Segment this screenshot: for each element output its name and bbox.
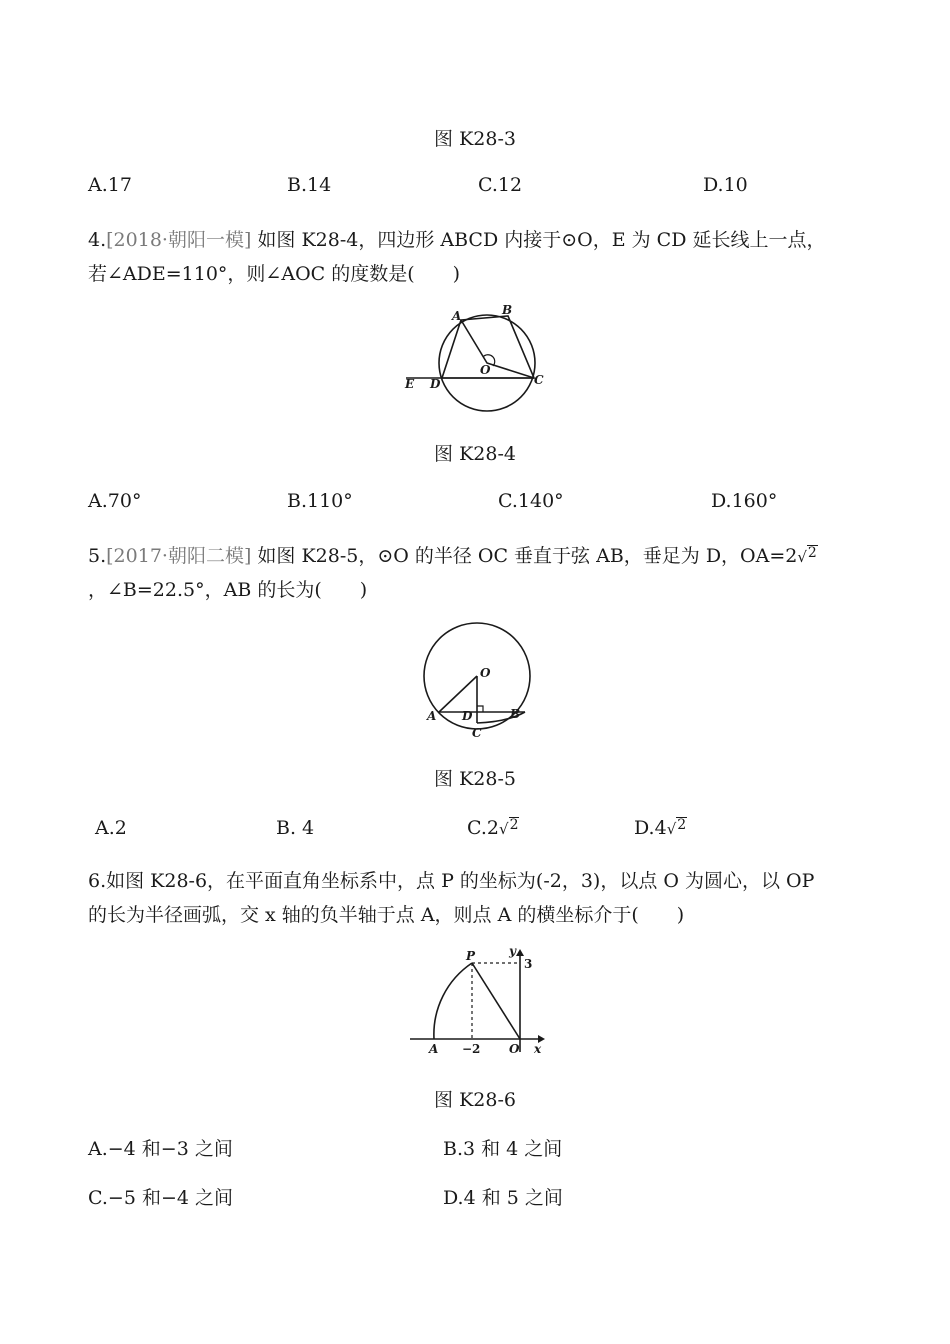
q5-stem-line2: ，∠B=22.5°，AB 的长为( ) (88, 579, 368, 601)
q5-option-c: C.2√2 (467, 817, 519, 839)
label-b: B (502, 303, 513, 317)
q5-option-d: D.4√2 (634, 817, 687, 839)
sqrt-symbol: √2 (666, 817, 687, 838)
label-d: D (430, 377, 441, 391)
q3-option-c: C.12 (478, 174, 523, 196)
label-3: 3 (524, 957, 533, 971)
q4-option-d: D.160° (711, 490, 778, 512)
q6-text-line1: 如图 K28-6，在平面直角坐标系中，点 P 的坐标为(-2，3)，以点 O 为圆心，以 OP (106, 870, 815, 892)
label-a: A (427, 709, 437, 723)
q6-option-a: A.−4 和−3 之间 (88, 1138, 233, 1160)
angle-aoc (461, 320, 534, 378)
radius-oa (439, 676, 477, 712)
q4-option-b: B.110° (287, 490, 353, 512)
q5-number: 5. (88, 545, 107, 567)
sqrt-symbol: √2 (797, 545, 817, 566)
q5-source-tag: [2017·朝阳二模] (106, 545, 252, 567)
arc-ap (434, 963, 472, 1039)
sqrt-symbol: √2 (499, 817, 519, 838)
figure-caption-k28-6: 图 K28-6 (434, 1089, 516, 1111)
label-a: A (452, 309, 462, 323)
figure-caption-k28-4: 图 K28-4 (434, 443, 516, 465)
label-e: E (405, 377, 415, 391)
q6-option-b: B.3 和 4 之间 (443, 1138, 563, 1160)
label-b: B (510, 707, 521, 721)
q4-option-a: A.70° (88, 490, 142, 512)
label-o: O (509, 1042, 520, 1056)
q6-stem-line2: 的长为半径画弧，交 x 轴的负半轴于点 A，则点 A 的横坐标介于( ) (88, 904, 685, 926)
q5-option-b: B. 4 (276, 817, 315, 839)
q3-option-b: B.14 (287, 174, 332, 196)
q6-option-c: C.−5 和−4 之间 (88, 1187, 233, 1209)
label-p: P (466, 949, 476, 963)
right-angle-mark (477, 706, 483, 712)
q4-option-c: C.140° (498, 490, 564, 512)
label-y: y (509, 944, 516, 958)
figure-k28-4 (400, 300, 560, 420)
label-c: C (534, 373, 544, 387)
y-axis-arrow (516, 949, 524, 956)
q6-option-d: D.4 和 5 之间 (443, 1187, 563, 1209)
q5-option-a: A.2 (95, 817, 127, 839)
segment-op (472, 963, 520, 1039)
q5-text-line1: 如图 K28-5，⊙O 的半径 OC 垂直于弦 AB，垂足为 D，OA=2 (257, 545, 798, 567)
label-x: x (534, 1042, 542, 1056)
q4-stem-line2: 若∠ADE=110°，则∠AOC 的度数是( ) (88, 263, 461, 285)
label-a: A (429, 1042, 439, 1056)
label-c: C (472, 726, 482, 740)
q3-option-d: D.10 (703, 174, 748, 196)
q6-number: 6. (88, 870, 107, 892)
figure-k28-5 (415, 620, 540, 745)
q6-stem-line1 (88, 866, 814, 893)
q5-stem-line1 (88, 541, 818, 568)
q4-number: 4. (88, 229, 107, 251)
q3-option-a: A.17 (88, 174, 132, 196)
q4-stem-line1 (88, 225, 825, 252)
label-d: D (462, 709, 473, 723)
figure-k28-6 (405, 942, 555, 1057)
q4-source-tag: [2018·朝阳一模] (106, 229, 252, 251)
label-neg2: −2 (462, 1042, 481, 1056)
q4-text-line1: 如图 K28-4，四边形 ABCD 内接于⊙O，E 为 CD 延长线上一点， (257, 229, 826, 251)
figure-caption-k28-5: 图 K28-5 (434, 768, 516, 790)
label-o: O (480, 363, 491, 377)
figure-caption-k28-3: 图 K28-3 (434, 128, 516, 150)
label-o: O (480, 666, 491, 680)
